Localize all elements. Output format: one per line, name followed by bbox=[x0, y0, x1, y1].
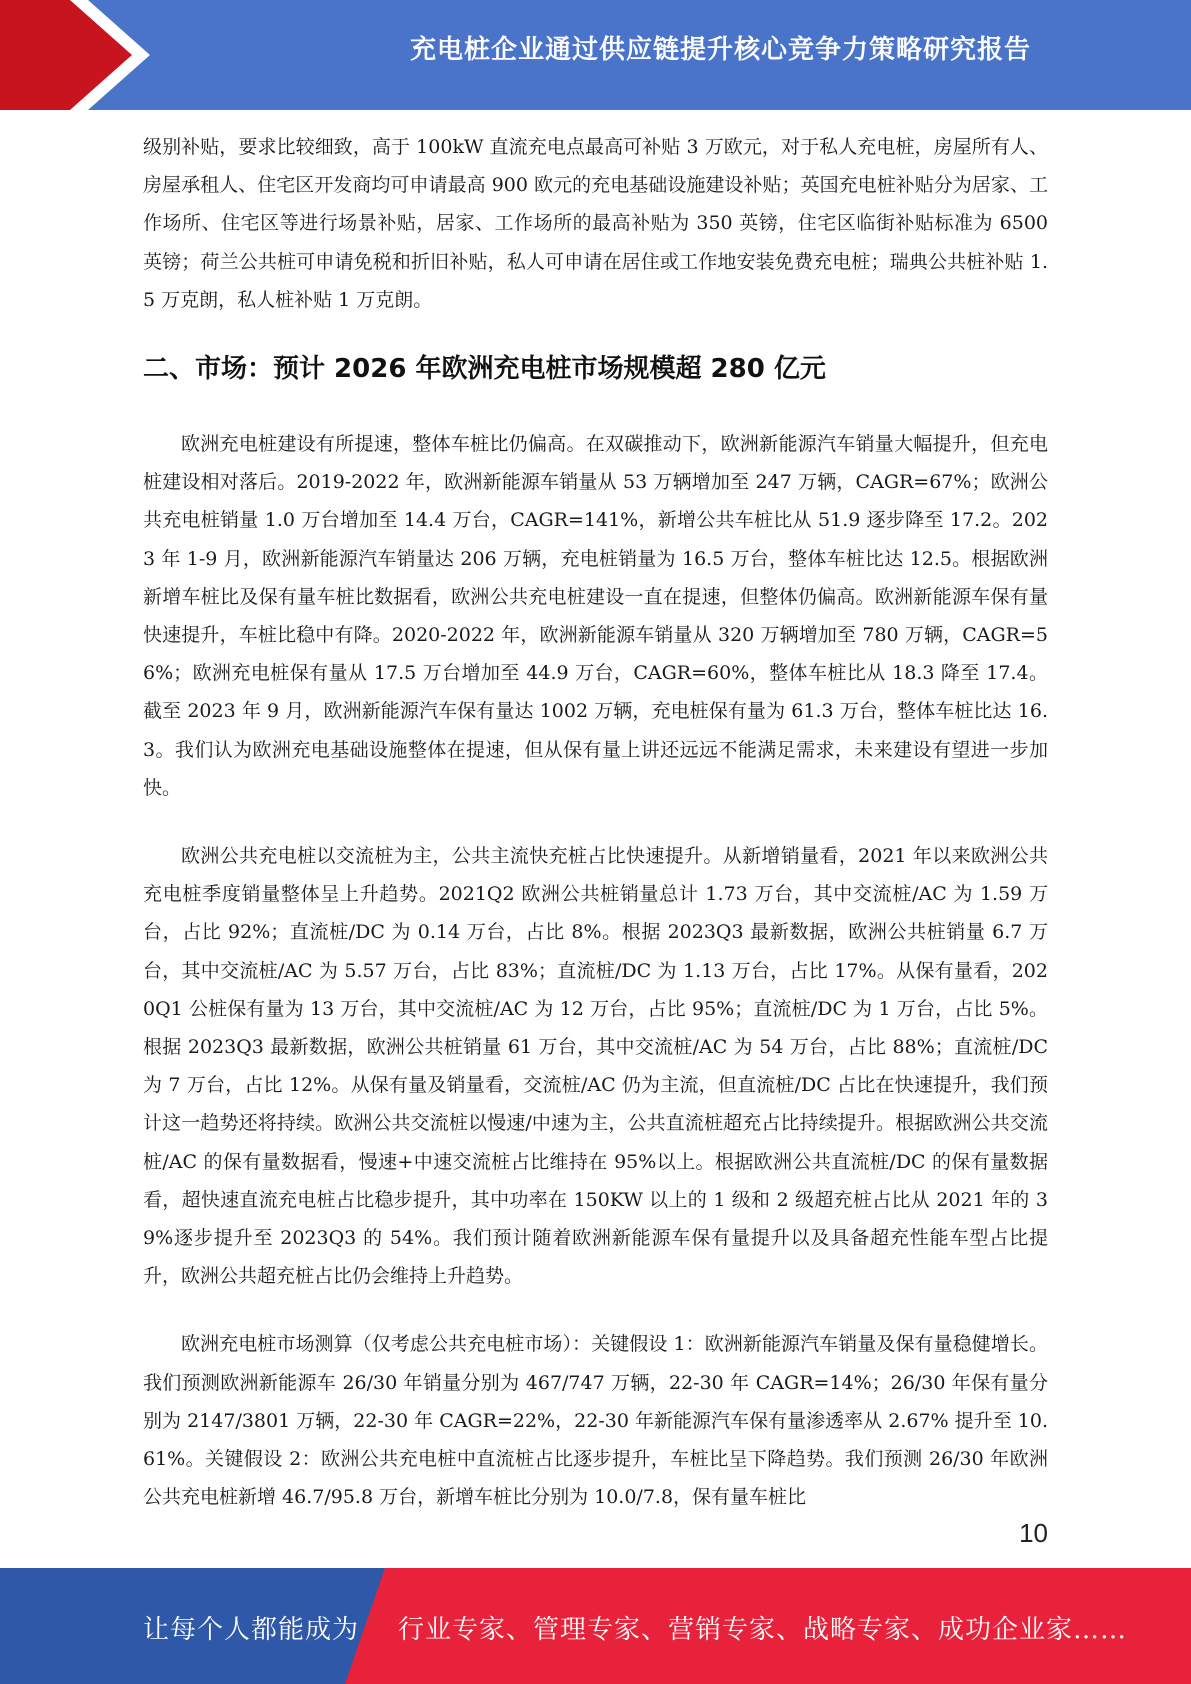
paragraph-3: 欧洲充电桩市场测算（仅考虑公共充电桩市场）：关键假设 1：欧洲新能源汽车销量及保有量稳健增长。我们预测欧洲新能源车 26/30 年销量分别为 467/747 万辆，22-30 年 CAGR=14%；26/30 年保有量分别为 2147/3801 万辆，22-30 年 CAGR=22%，22-30 年新能源汽车保有量渗透率从 2.67% 提升至 10.61%。关键假设 2：欧洲公共充电桩中直流桩占比逐步提升，车桩比呈下降趋势。我们预测 26/30 年欧洲公共充电桩新增 46.7/95.8 万台，新增车桩比分别为 10.0/7.8，保有量车桩比 bbox=[143, 1333, 1048, 1509]
paragraph-2: 欧洲公共充电桩以交流桩为主，公共主流快充桩占比快速提升。从新增销量看，2021 年以来欧洲公共充电桩季度销量整体呈上升趋势。2021Q2 欧洲公共桩销量总计 1.73 万台，其中交流桩/AC 为 1.59 万台，占比 92%；直流桩/DC 为 0.14 万台，占比 8%。根据 2023Q3 最新数据，欧洲公共桩销量 6.7 万台，其中交流桩/AC 为 5.57 万台，占比 83%；直流桩/DC 为 1.13 万台，占比 17%。从保有量看，2020Q1 公桩保有量为 13 万台，其中交流桩/AC 为 12 万台，占比 95%；直流桩/DC 为 1 万台，占比 5%。根据 2023Q3 最新数据，欧洲公共桩销量 61 万台，其中交流桩/AC 为 54 万台，占比 88%；直流桩/DC 为 7 万台，占比 12%。从保有量及销量看，交流桩/AC 仍为主流，但直流桩/DC 占比在快速提升，我们预计这一趋势还将持续。欧洲公共交流桩以慢速/中速为主，公共直流桩超充占比持续提升。根据欧洲公共交流桩/AC 的保有量数据看，慢速+中速交流桩占比维持在 95%以上。根据欧洲公共直流桩/DC 的保有量数据看，超快速直流充电桩占比稳步提升，其中功率在 150KW 以上的 1 级和 2 级超充桩占比从 2021 年的 39%逐步提升至 2023Q3 的 54%。我们预计随着欧洲新能源车保有量提升以及具备超充性能车型占比提升，欧洲公共超充桩占比仍会维持上升趋势。 bbox=[143, 845, 1048, 1288]
page-header bbox=[0, 0, 1191, 110]
page-content bbox=[143, 128, 1048, 1517]
header-title: 充电桩企业通过供应链提升核心竞争力策略研究报告 bbox=[409, 35, 1031, 65]
paragraph-1: 欧洲充电桩建设有所提速，整体车桩比仍偏高。在双碳推动下，欧洲新能源汽车销量大幅提升，但充电桩建设相对落后。2019-2022 年，欧洲新能源车销量从 53 万辆增加至 247 万辆，CAGR=67%；欧洲公共充电桩销量 1.0 万台增加至 14.4 万台，CAGR=141%，新增公共车桩比从 51.9 逐步降至 17.2。2023 年 1-9 月，欧洲新能源汽车销量达 206 万辆，充电桩销量为 16.5 万台，整体车桩比达 12.5。根据欧洲新增车桩比及保有量车桩比数据看，欧洲公共充电桩建设一直在提速，但整体仍偏高。欧洲新能源车保有量快速提升，车桩比稳中有降。2020-2022 年，欧洲新能源车销量从 320 万辆增加至 780 万辆，CAGR=56%；欧洲充电桩保有量从 17.5 万台增加至 44.9 万台，CAGR=60%，整体车桩比从 18.3 降至 17.4。截至 2023 年 9 月，欧洲新能源汽车保有量达 1002 万辆，充电桩保有量为 61.3 万台，整体车桩比达 16.3。我们认为欧洲充电基础设施整体在提速，但从保有量上讲还远远不能满足需求，未来建设有望进一步加快。 bbox=[143, 433, 1048, 799]
page-number: 10 bbox=[1019, 1518, 1048, 1548]
page-footer bbox=[0, 1568, 1191, 1684]
footer-slogan-left: 让每个人都能成为 bbox=[143, 1615, 360, 1645]
section-heading: 二、市场：预计 2026 年欧洲充电桩市场规模超 280 亿元 bbox=[143, 354, 826, 385]
footer-slogan-right: 行业专家、管理专家、营销专家、战略专家、成功企业家…… bbox=[398, 1615, 1128, 1645]
intro-paragraph: 级别补贴，要求比较细致，高于 100kW 直流充电点最高可补贴 3 万欧元，对于私人充电桩，房屋所有人、房屋承租人、住宅区开发商均可申请最高 900 欧元的充电基础设施建设补贴；英国充电桩补贴分为居家、工作场所、住宅区等进行场景补贴，居家、工作场所的最高补贴为 350 英镑，住宅区临街补贴标准为 6500 英镑；荷兰公共桩可申请免税和折旧补贴，私人可申请在居住或工作地安装免费充电桩；瑞典公共桩补贴 1.5 万克朗，私人桩补贴 1 万克朗。 bbox=[143, 136, 1048, 311]
header-red-arrow bbox=[0, 0, 150, 110]
